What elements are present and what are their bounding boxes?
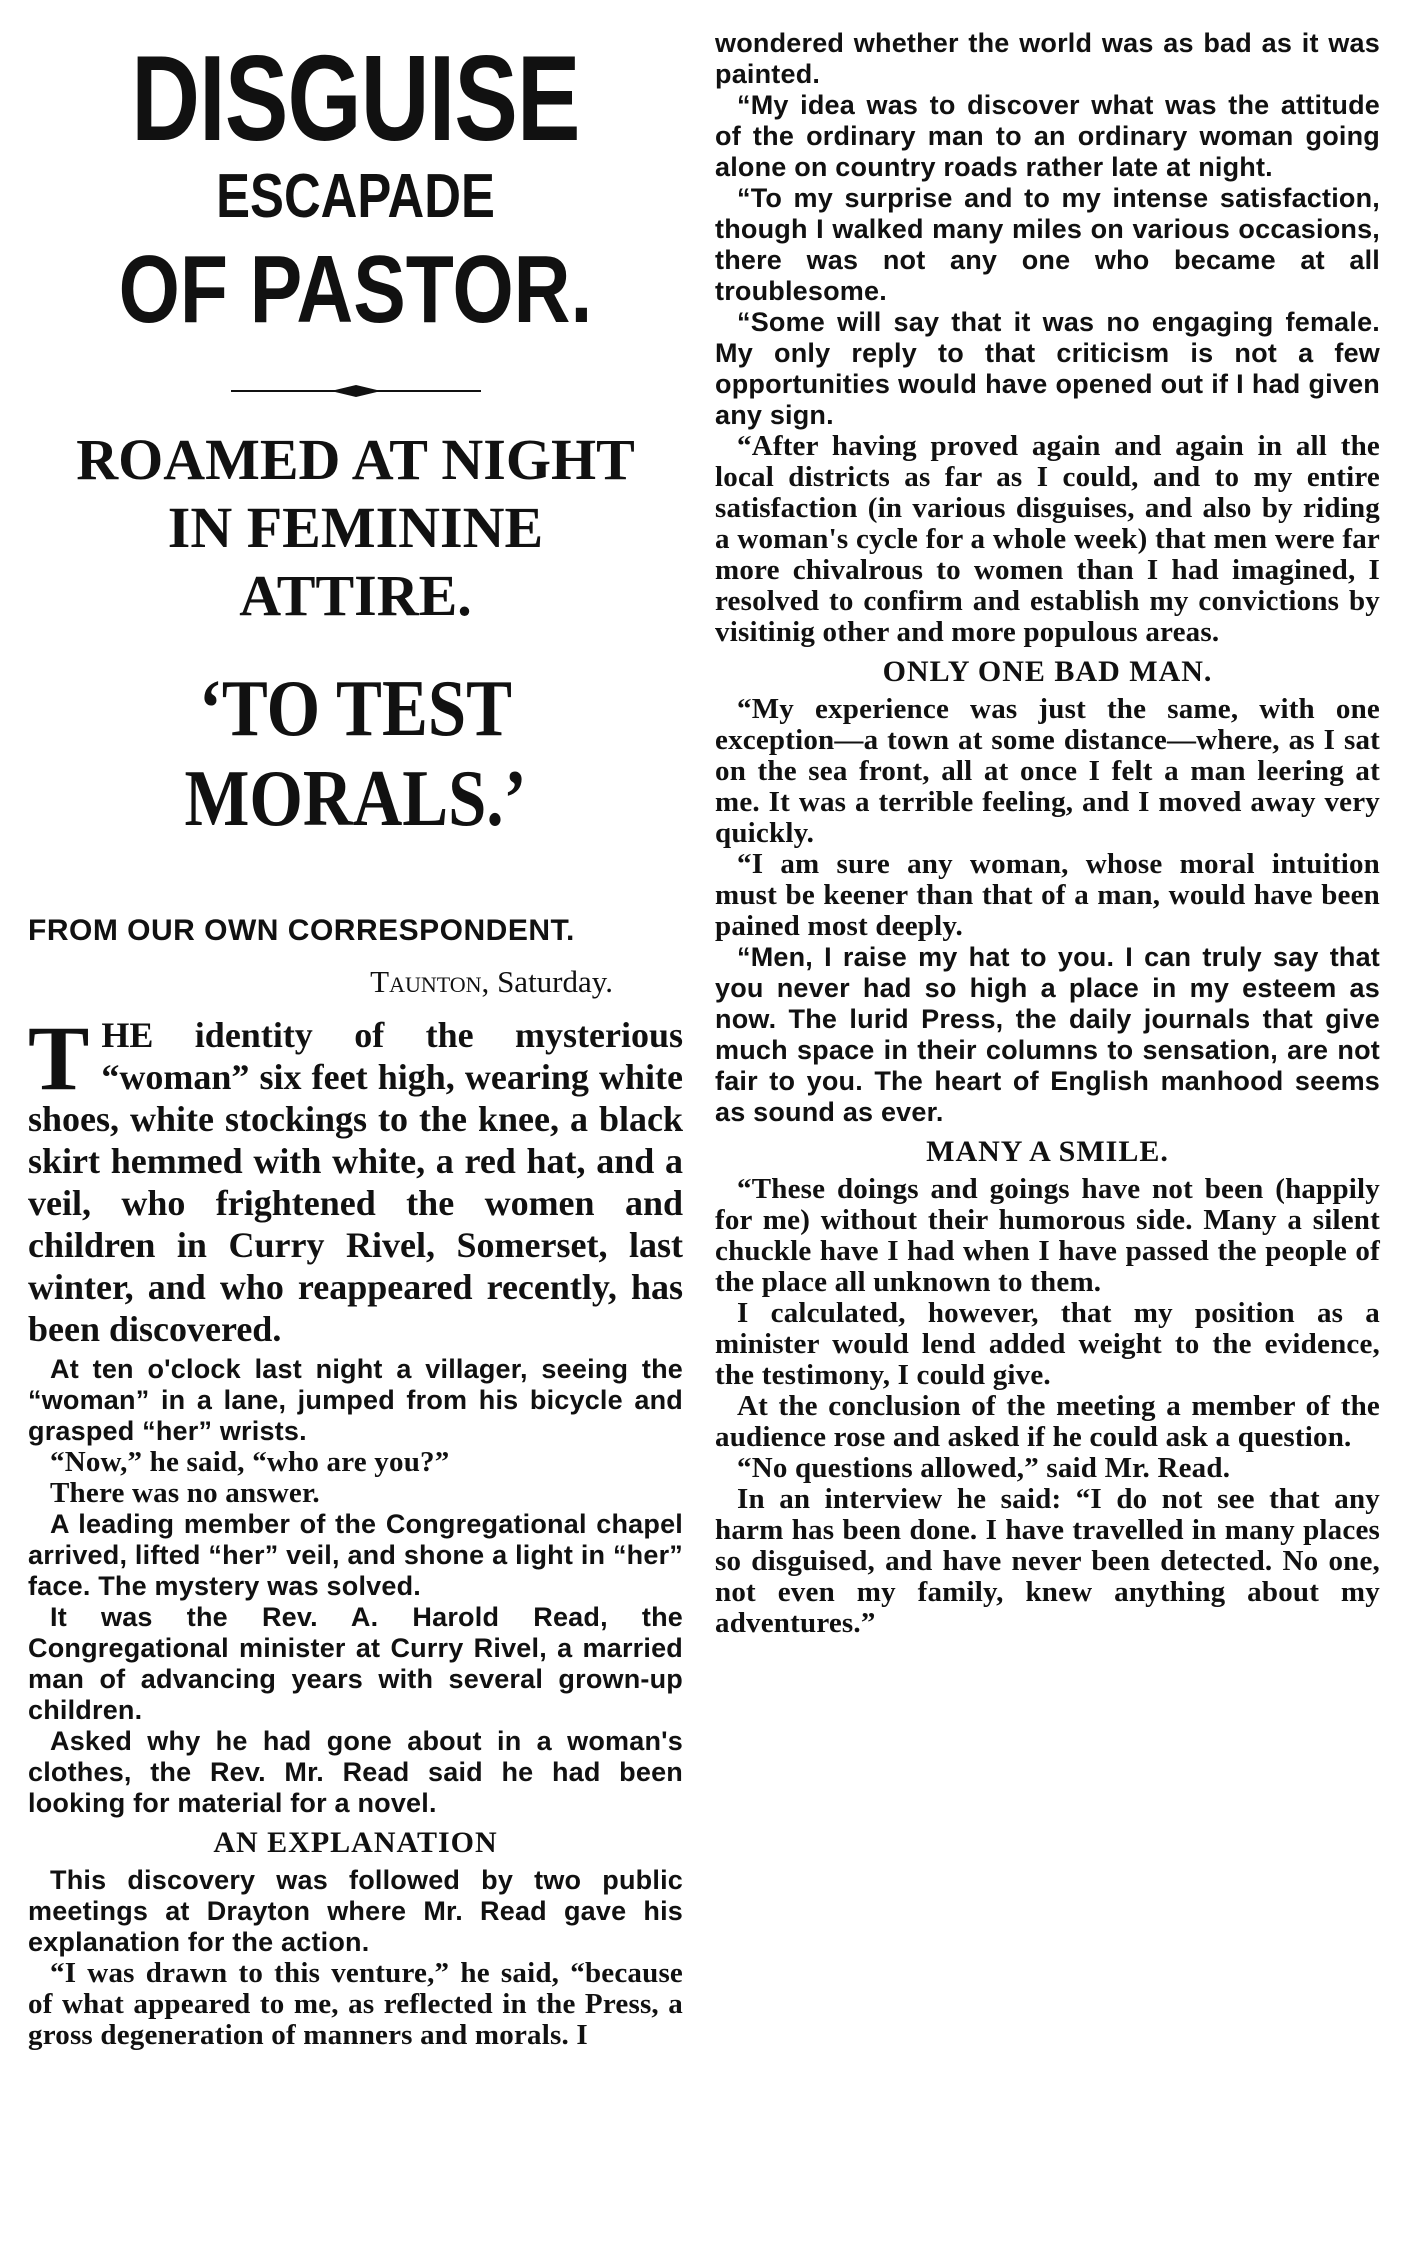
headline-line-1: DISGUISE (131, 30, 580, 166)
subheading: AN EXPLANATION (213, 1826, 498, 1859)
paragraph: “Some will say that it was no engaging female. My only reply to that criticism is not a few opportunities would have opened out if I had given any sign. (715, 307, 1380, 430)
subheading: MANY A SMILE. (926, 1135, 1169, 1168)
paragraph: Asked why he had gone about in a woman's clothes, the Rev. Mr. Read said he had been looking for material for a novel. (28, 1726, 683, 1818)
headline-line-3: OF PASTOR. (118, 236, 593, 343)
drop-cap: T (28, 1007, 90, 1109)
paragraph: “My experience was just the same, with one exception—a town at some distance—where, as I sat on the sea front, all at once I felt a man leering at me. It was a terrible feeling, and I moved away very quickly. (715, 693, 1380, 849)
deck-line-4: ‘TO TEST MORALS.’ (184, 665, 527, 843)
paragraph: “I am sure any woman, whose moral intuition must be keener than that of a man, would have been pained most deeply. (715, 848, 1380, 942)
dateline-place: Taunton, (370, 964, 490, 999)
dateline (28, 962, 683, 1002)
deck-line-1: ROAMED AT NIGHT (76, 427, 635, 492)
ornament-divider-icon (231, 384, 481, 398)
paragraph: A leading member of the Congregational chapel arrived, lifted “her” veil, and shone a light in “her” face. The mystery was solved. (28, 1509, 683, 1601)
headline-line-2: ESCAPADE (216, 162, 495, 231)
deck-line-2: IN FEMININE (167, 495, 544, 560)
paragraph: wondered whether the world was as bad as it was painted. (715, 28, 1380, 89)
paragraph: This discovery was followed by two public meetings at Drayton where Mr. Read gave his explanation for the action. (28, 1865, 683, 1957)
paragraph: I calculated, however, that my position as a minister would lend added weight to the evidence, the testimony, I could give. (715, 1297, 1380, 1391)
dateline-day: Saturday. (497, 964, 613, 999)
paragraph: At the conclusion of the meeting a member of the audience rose and asked if he could ask a question. (715, 1390, 1380, 1453)
lead-paragraph (28, 1007, 683, 1350)
paragraph: “Men, I raise my hat to you. I can truly say that you never had so high a place in my esteem as now. The lurid Press, the daily journals that give much space in their columns to sensation, are not fair to you. The heart of English manhood seems as sound as ever. (715, 942, 1380, 1127)
paragraph: It was the Rev. A. Harold Read, the Congregational minister at Curry Rivel, a married man of advancing years with several grown-up children. (28, 1602, 683, 1725)
paragraph: “To my surprise and to my intense satisfaction, though I walked many miles on various occasions, there was not any one who became at all troublesome. (715, 183, 1380, 306)
deck-line-3: ATTIRE. (239, 563, 472, 628)
right-column (715, 28, 1380, 1639)
paragraph: “After having proved again and again in all the local districts as far as I could, and to my entire satisfaction (in various disguises, and also by riding a woman's cycle for a whole week) that men were far more chivalrous to women than I had imagined, I resolved to confirm and establish my convictions by visitinig other and more populous areas. (715, 430, 1380, 648)
paragraph: “I was drawn to this venture,” he said, “because of what appeared to me, as reflected in the Press, a gross degeneration of manners and morals. I (28, 1957, 683, 2051)
subheading: ONLY ONE BAD MAN. (882, 655, 1213, 688)
paragraph: “My idea was to discover what was the attitude of the ordinary man to an ordinary woman going alone on country roads rather late at night. (715, 90, 1380, 182)
paragraph: There was no answer. (50, 1477, 320, 1509)
byline-correspondent: FROM OUR OWN CORRESPONDENT. (28, 914, 575, 947)
left-column (28, 0, 683, 2051)
paragraph: “No questions allowed,” said Mr. Read. (737, 1452, 1231, 1484)
paragraph: “These doings and goings have not been (happily for me) without their humorous side. Many a silent chuckle have I had when I have passed the people of the place all unknown to them. (715, 1173, 1380, 1298)
paragraph: In an interview he said: “I do not see that any harm has been done. I have travelled in many places so disguised, and have never been detected. No one, not even my family, knew anything about my adventures.” (715, 1483, 1380, 1639)
lead-text: HE identity of the mysterious “woman” six feet high, wearing white shoes, white stockings to the knee, a black skirt hemmed with white, a red hat, and a veil, who frightened the women and children in Curry Rivel, Somerset, last winter, and who reappeared recently, has been discovered. (28, 1015, 683, 1349)
paragraph: “Now,” he said, “who are you?” (50, 1446, 450, 1478)
paragraph: At ten o'clock last night a villager, seeing the “woman” in a lane, jumped from his bicycle and grasped “her” wrists. (28, 1354, 683, 1446)
